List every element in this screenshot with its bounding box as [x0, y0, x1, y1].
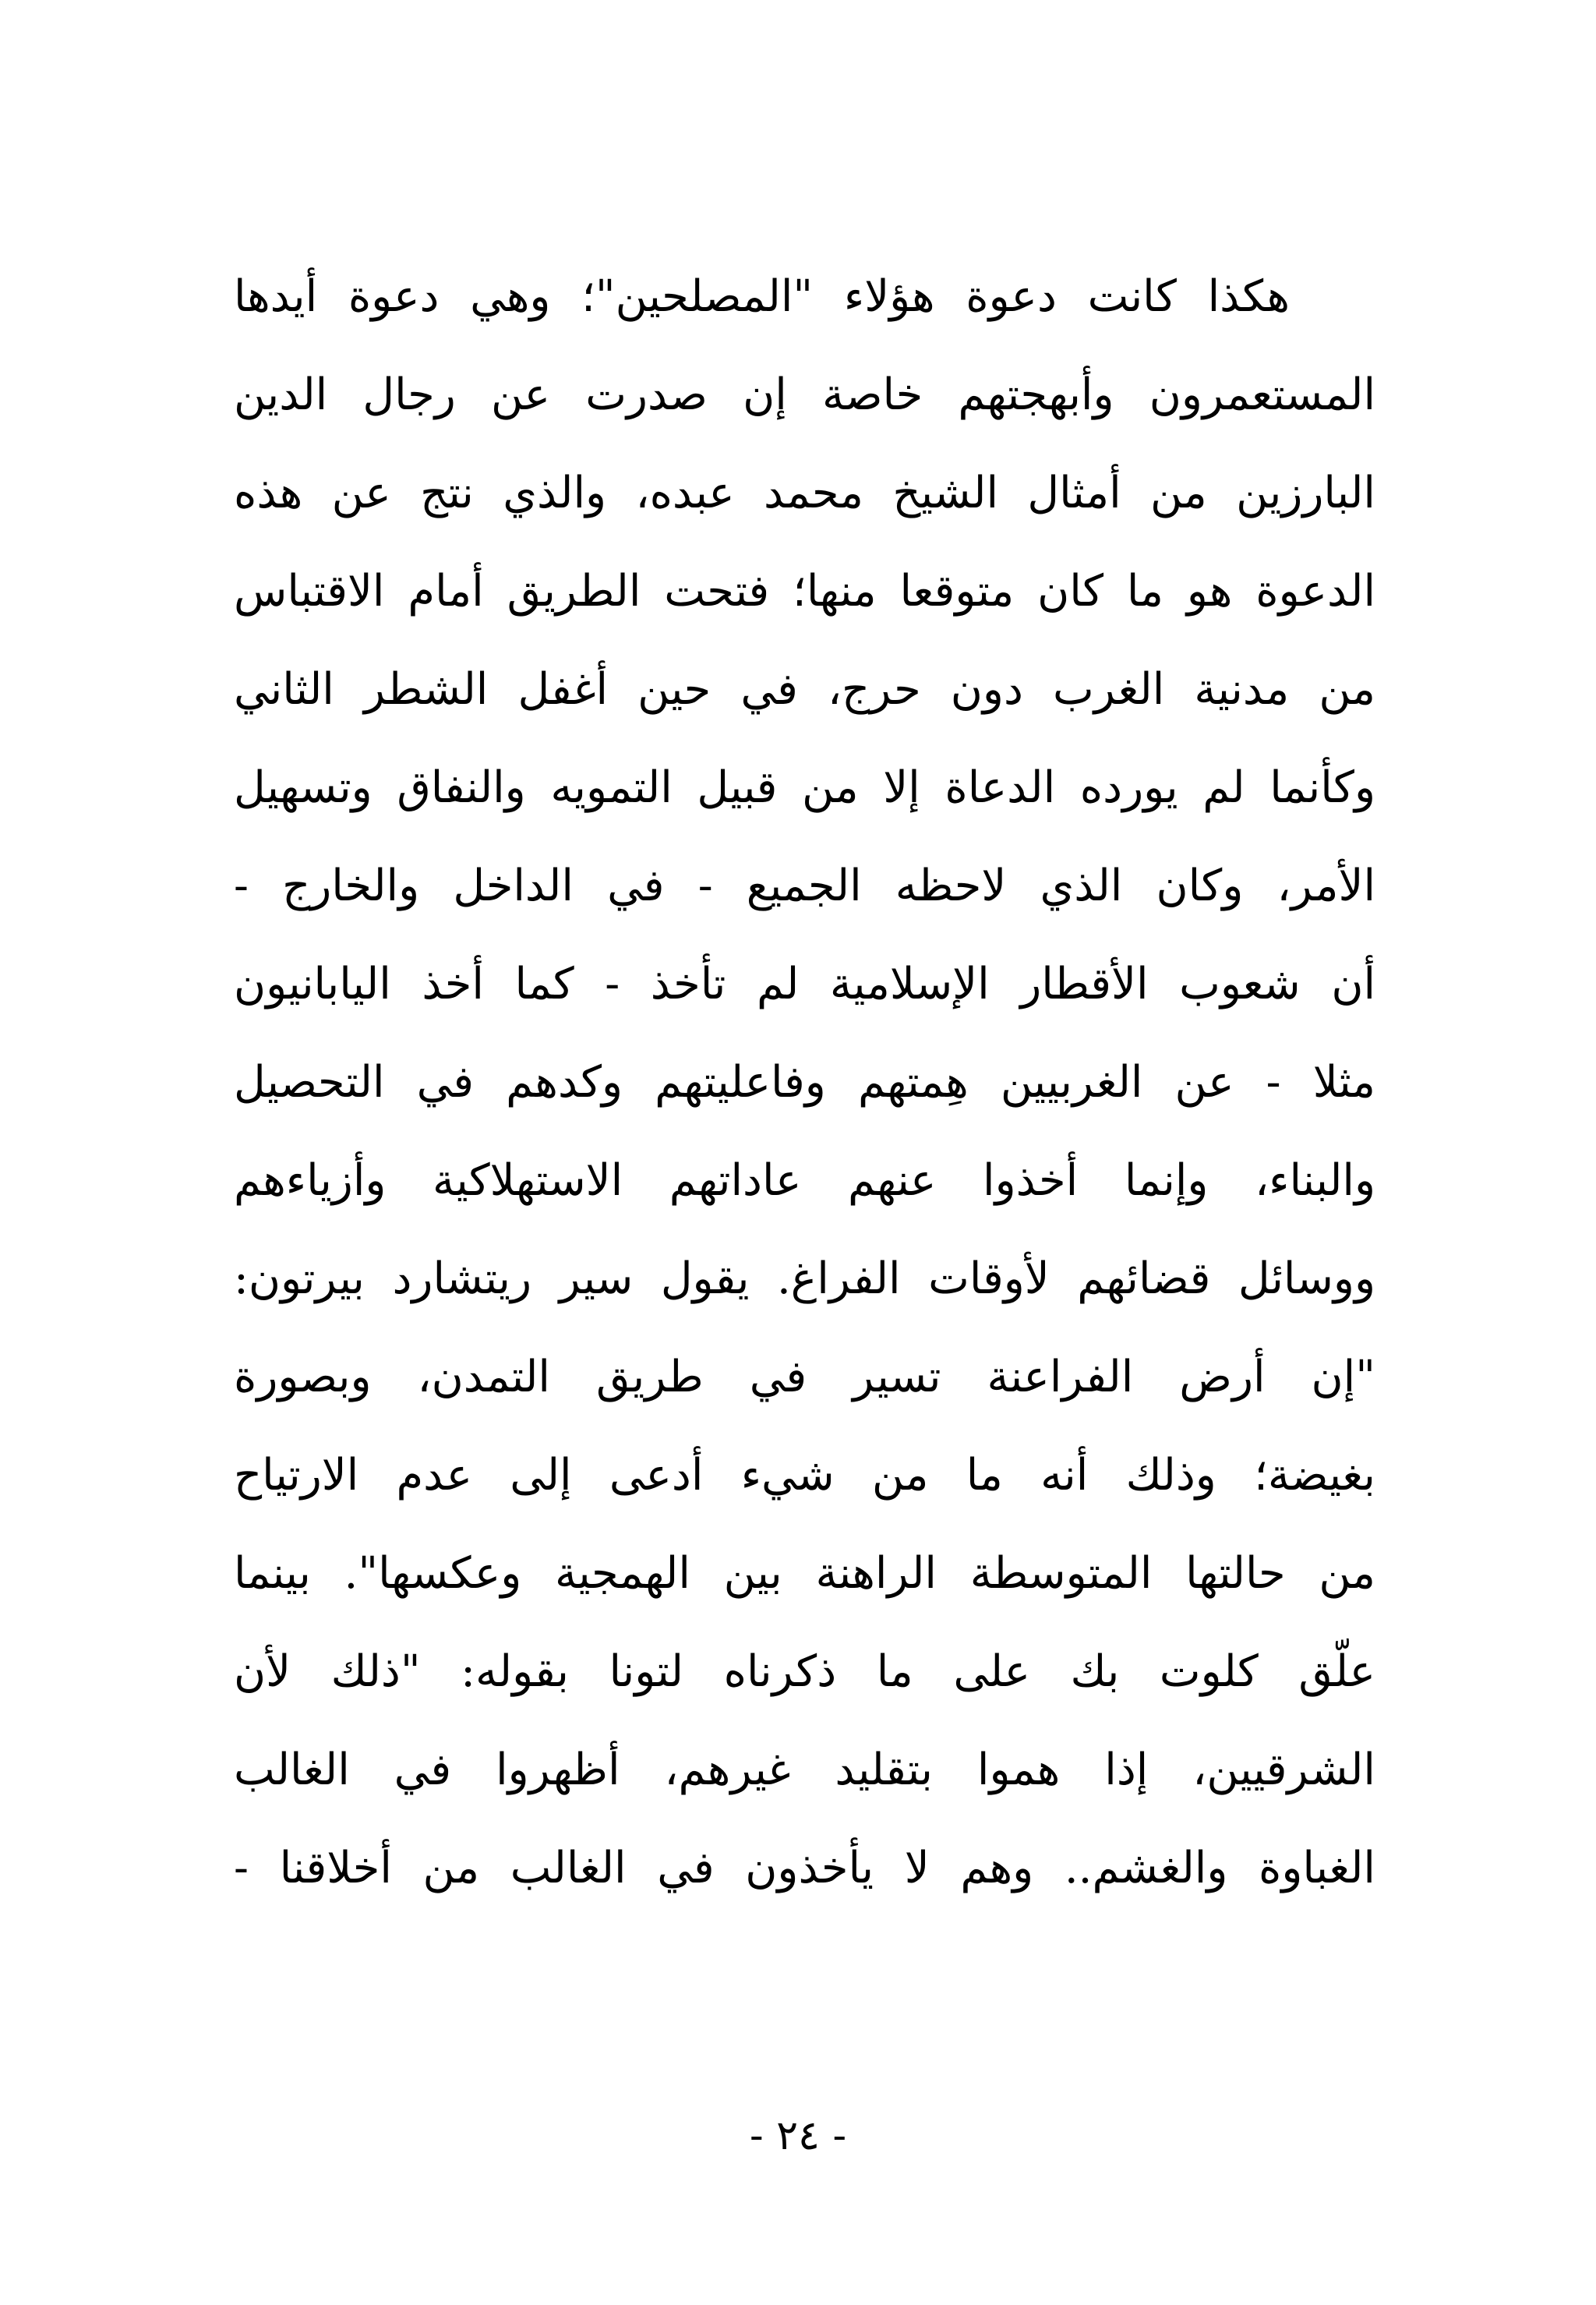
text-line-2: المستعمرون وأبهجتهم خاصة إن صدرت عن رجال الدين [234, 369, 1375, 420]
text-line-10: والبناء، وإنما أخذوا عنهم عاداتهم الاستهلاكية وأزياءهم [234, 1155, 1375, 1206]
body-text [234, 248, 1375, 1918]
text-line-5: من مدنية الغرب دون حرج، في حين أغفل الشطر الثاني [234, 664, 1375, 715]
text-line-12: "إن أرض الفراعنة تسير في طريق التمدن، وبصورة [234, 1352, 1375, 1402]
text-line-3: البارزين من أمثال الشيخ محمد عبده، والذي نتج عن هذه [234, 468, 1375, 518]
page-number: - ٢٤ - [749, 2112, 847, 2159]
text-line-14: من حالتها المتوسطة الراهنة بين الهمجية وعكسها". بينما [234, 1548, 1375, 1599]
text-line-9: مثلا - عن الغربيين هِمتهم وفاعليتهم وكدهم في التحصيل [234, 1057, 1375, 1108]
text-line-15: علّق كلوت بك على ما ذكرناه لتونا بقوله: "ذلك لأن [234, 1646, 1375, 1697]
text-line-7: الأمر، وكان الذي لاحظه الجميع - في الداخل والخارج - [234, 861, 1375, 911]
text-line-4: الدعوة هو ما كان متوقعا منها؛ فتحت الطريق أمام الاقتباس [234, 566, 1375, 617]
text-line-16: الشرقيين، إذا هموا بتقليد غيرهم، أظهروا في الغالب [234, 1745, 1375, 1795]
text-line-11: ووسائل قضائهم لأوقات الفراغ. يقول سير ريتشارد بيرتون: [234, 1253, 1375, 1304]
text-line-6: وكأنما لم يورده الدعاة إلا من قبيل التمويه والنفاق وتسهيل [234, 762, 1375, 813]
text-line-17: الغباوة والغشم.. وهم لا يأخذون في الغالب من أخلاقنا - [234, 1843, 1375, 1893]
text-line-13: بغيضة؛ وذلك أنه ما من شيء أدعى إلى عدم الارتياح [234, 1450, 1375, 1501]
text-line-8: أن شعوب الأقطار الإسلامية لم تأخذ - كما أخذ اليابانيون [234, 959, 1375, 1009]
text-line-1: هكذا كانت دعوة هؤلاء "المصلحين"؛ وهي دعوة أيدها [234, 271, 1290, 322]
